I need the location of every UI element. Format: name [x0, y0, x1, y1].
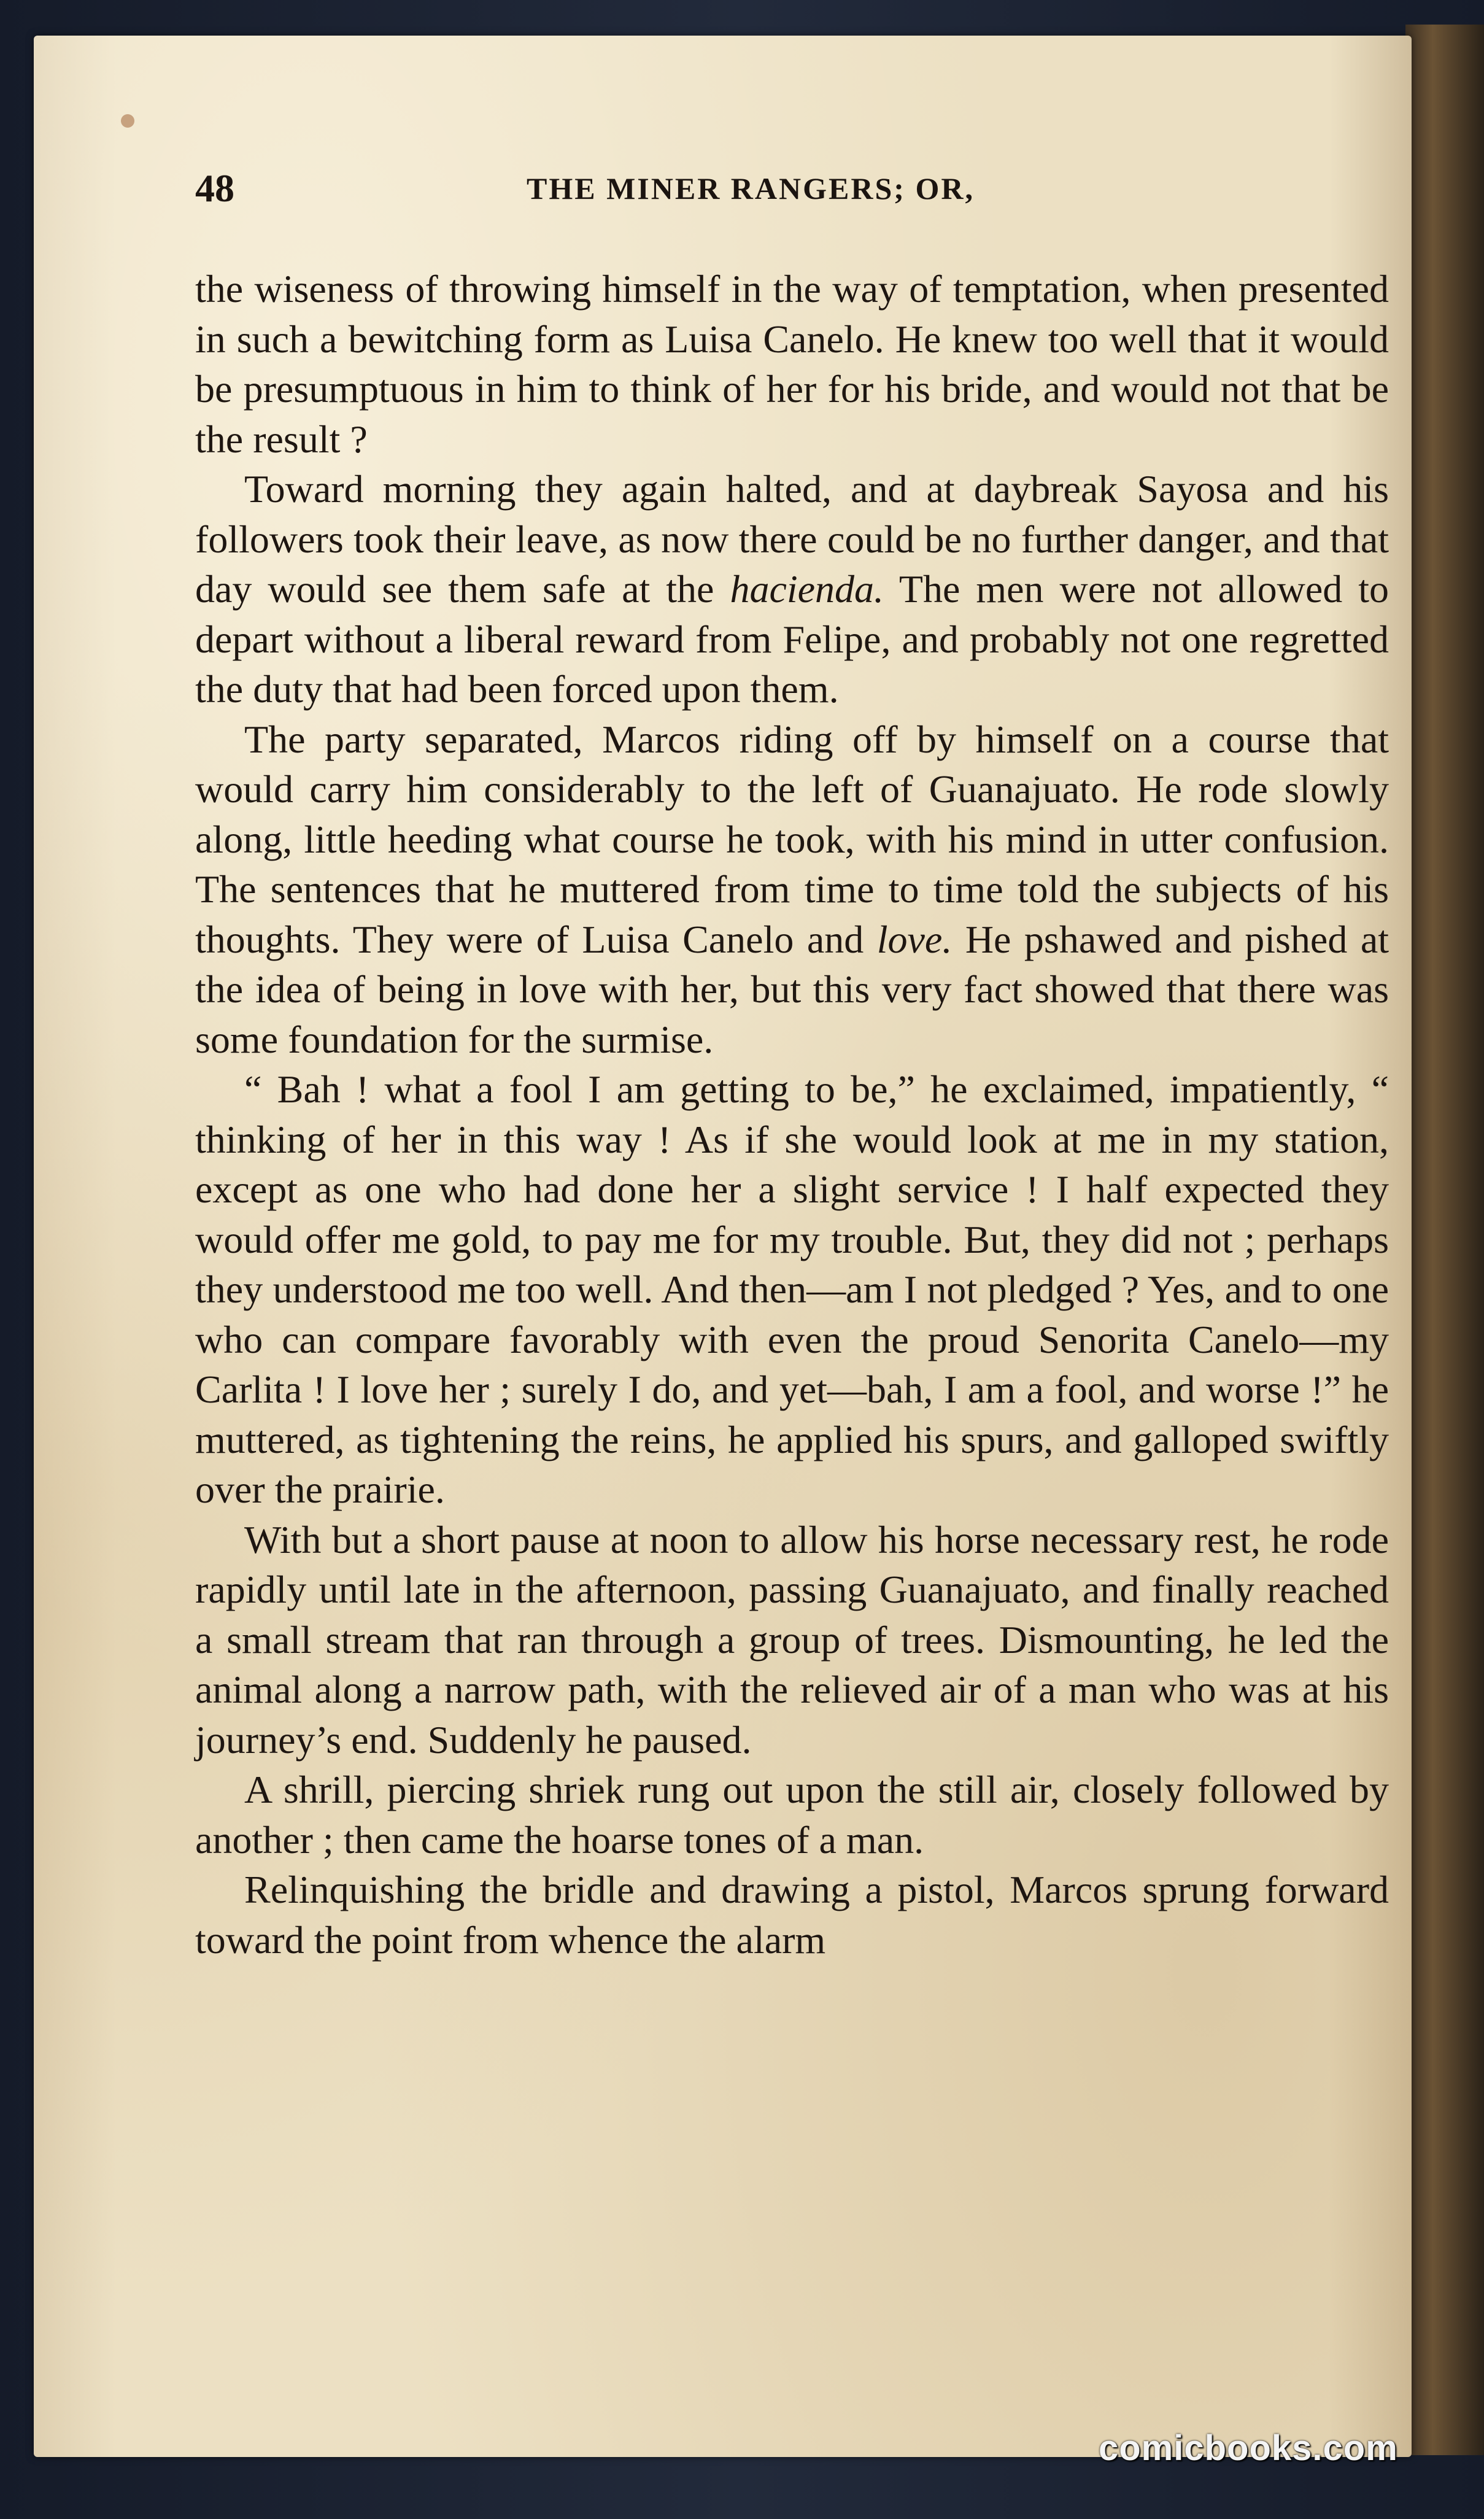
- paragraph: [195, 714, 1389, 1065]
- page-number: 48: [195, 166, 234, 210]
- paragraph-text-after: He pshawed and pished at the idea of being in love with her, but this very fact showed that there was some foundation for the surmise.: [195, 917, 1389, 1061]
- page-edge-shadow: [1405, 25, 1484, 2455]
- stain-spot: [121, 114, 134, 128]
- paragraph-text-after: The men were not allowed to depart without a liberal reward from Felipe, and probably not one regretted the duty that had been forced upon them.: [195, 567, 1389, 711]
- paragraph-text: The party separated, Marcos riding off by himself on a course that would carry him considerably to the left of Guanajuato. He rode slowly along, little heeding what course he took, with his mind in utter confusion. The sentences that he muttered from time to time told the subjects of his thoughts. They were of Luisa Canelo and: [195, 717, 1389, 961]
- paragraph-text: A shrill, piercing shriek rung out upon the still air, closely followed by another ; then came the hoarse tones of a man.: [195, 1768, 1389, 1862]
- paragraph-emphasis: hacienda.: [730, 567, 884, 611]
- page-header: [195, 166, 1389, 221]
- paragraph: [195, 1515, 1389, 1765]
- running-head: THE MINER RANGERS; OR,: [527, 171, 975, 206]
- paragraph: [195, 1064, 1389, 1515]
- paragraph-text: “ Bah ! what a fool I am getting to be,” he exclaimed, impatiently, “ thinking of her in this way ! As if she would look at me in my station, except as one who had done her a slight service ! I half expected they would offer me gold, to pay me for my trouble. But, they did not ; perhaps they understood me too well. And then—am I not pledged ? Yes, and to one who can compare favorably with even the proud Senorita Canelo—my Carlita ! I love her ; surely I do, and yet—bah, I am a fool, and worse !” he muttered, as tightening the reins, he applied his spurs, and galloped swiftly over the prairie.: [195, 1067, 1389, 1511]
- paragraph-emphasis: love.: [876, 917, 953, 961]
- paragraph: [195, 1865, 1389, 1965]
- paragraph-text: the wiseness of throwing himself in the way of temptation, when presented in such a bewitching form as Luisa Canelo. He knew too well that it would be presumptuous in him to think of her for his bride, and would not that be the result ?: [195, 267, 1389, 461]
- paragraph-text: With but a short pause at noon to allow his horse necessary rest, he rode rapidly until late in the afternoon, passing Guanajuato, and finally reached a small stream that ran through a group of trees. Dismounting, he led the animal along a narrow path, with the relieved air of a man who was at his journey’s end. Suddenly he paused.: [195, 1517, 1389, 1762]
- paragraph: [195, 464, 1389, 714]
- body-text: [195, 264, 1389, 1965]
- paragraph: [195, 1765, 1389, 1865]
- watermark-logo: comicbooks.com: [1099, 2428, 1398, 2468]
- paragraph-text: Relinquishing the bridle and drawing a pistol, Marcos sprung forward toward the point from whence the alarm: [195, 1868, 1389, 1962]
- paragraph: [195, 264, 1389, 464]
- paragraph-text: Toward morning they again halted, and at daybreak Sayosa and his followers took their leave, as now there could be no further danger, and that day would see them safe at the: [195, 467, 1389, 611]
